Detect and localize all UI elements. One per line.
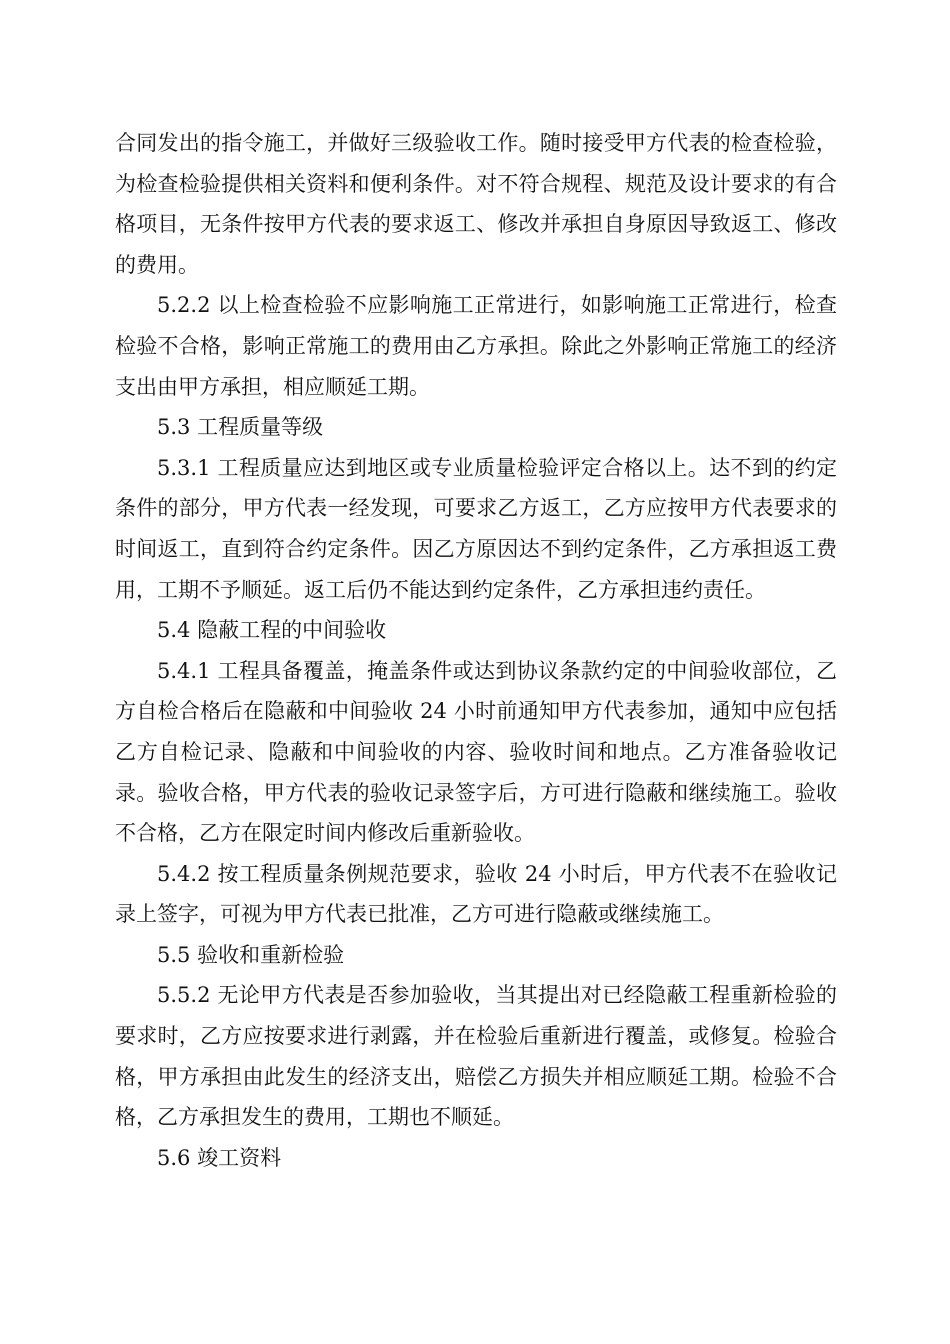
paragraph-5-5-2: 5.5.2 无论甲方代表是否参加验收，当其提出对已经隐蔽工程重新检验的要求时，乙方应按要求进行剥露，并在检验后重新进行覆盖，或修复。检验合格，甲方承担由此发生的经济支出，赔偿乙方损失并相应顺延工期。检验不合格，乙方承担发生的费用，工期也不顺延。 [115,983,837,1130]
section-heading-5-3: 5.3 工程质量等级 [157,415,324,440]
section-heading-5-5: 5.5 验收和重新检验 [157,942,345,967]
paragraph-5-4-1: 5.4.1 工程具备覆盖，掩盖条件或达到协议条款约定的中间验收部位，乙方自检合格后在隐蔽和中间验收 24 小时前通知甲方代表参加，通知中应包括乙方自检记录、隐蔽和中间验收的内容、验收时间和地点。乙方准备验收记录。验收合格，甲方代表的验收记录签字后，方可进行隐蔽和继续施工。验收不合格，乙方在限定时间内修改后重新验收。 [115,658,837,846]
document-body [115,123,837,1178]
paragraph-5-4-2: 5.4.2 按工程质量条例规范要求，验收 24 小时后，甲方代表不在验收记录上签字，可视为甲方代表已批准，乙方可进行隐蔽或继续施工。 [115,861,837,927]
paragraph-continued: 合同发出的指令施工，并做好三级验收工作。随时接受甲方代表的检查检验，为检查检验提供相关资料和便利条件。对不符合规程、规范及设计要求的有合格项目，无条件按甲方代表的要求返工、修改并承担自身原因导致返工、修改的费用。 [115,131,837,277]
section-heading-5-6: 5.6 竣工资料 [157,1145,282,1170]
paragraph-5-3-1: 5.3.1 工程质量应达到地区或专业质量检验评定合格以上。达不到的约定条件的部分，甲方代表一经发现，可要求乙方返工，乙方应按甲方代表要求的时间返工，直到符合约定条件。因乙方原因达不到约定条件，乙方承担返工费用，工期不予顺延。返工后仍不能达到约定条件，乙方承担违约责任。 [115,455,837,602]
section-heading-5-4: 5.4 隐蔽工程的中间验收 [157,618,387,643]
paragraph-5-2-2: 5.2.2 以上检查检验不应影响施工正常进行，如影响施工正常进行，检查检验不合格，影响正常施工的费用由乙方承担。除此之外影响正常施工的经济支出由甲方承担，相应顺延工期。 [115,293,837,399]
